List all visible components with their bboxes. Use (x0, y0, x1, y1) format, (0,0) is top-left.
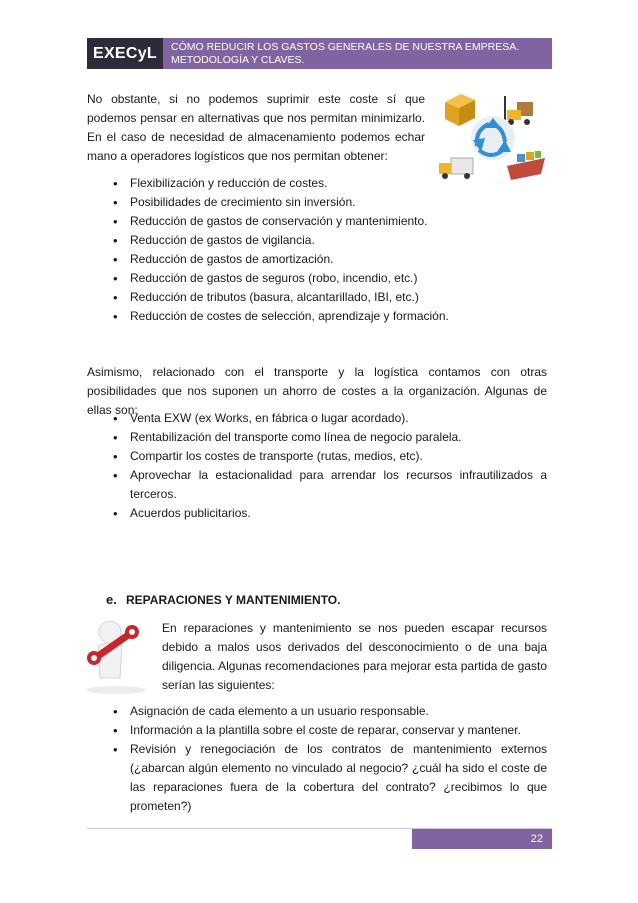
brand-logo: EXECyL (87, 38, 163, 69)
list-item: • Rentabilización del transporte como línea de negocio paralela. (113, 428, 547, 447)
logistics-recycle-illustration (433, 88, 551, 188)
repairs-paragraph: En reparaciones y mantenimiento se nos pueden escapar recursos debido a malos usos derivados del desconocimiento o de una baja diligencia. Algunas recomendaciones para mejorar esta partida de gasto serían las siguientes: (162, 621, 547, 692)
wrench-figure-illustration (80, 612, 152, 694)
storage-benefits-list (113, 174, 453, 326)
list-item: • Revisión y renegociación de los contratos de mantenimiento externos (¿abarcan algún elemento no vinculado al negocio? ¿cuál ha sido el coste de las reparaciones fuera de la cobertura del contrato? ¿recibimos lo que prometen?) (113, 740, 547, 816)
list-item: • Reducción de tributos (basura, alcantarillado, IBI, etc.) (113, 288, 453, 307)
list-item: • Compartir los costes de transporte (rutas, medios, etc). (113, 447, 547, 466)
list-item: • Flexibilización y reducción de costes. (113, 174, 453, 193)
header-title-line-1: CÓMO REDUCIR LOS GASTOS GENERALES DE NUESTRA EMPRESA. (171, 41, 520, 53)
transport-paragraph: Asimismo, relacionado con el transporte y la logística contamos con otras posibilidades que nos suponen un ahorro de costes a la organización. Algunas de ellas son: (87, 365, 547, 417)
list-item: • Asignación de cada elemento a un usuario responsable. (113, 702, 547, 721)
list-item: • Posibilidades de crecimiento sin inversión. (113, 193, 453, 212)
page-number: 22 (412, 829, 552, 849)
list-item: • Reducción de gastos de conservación y mantenimiento. (113, 212, 453, 231)
list-item: • Aprovechar la estacionalidad para arrendar los recursos infrautilizados a terceros. (113, 466, 547, 504)
list-item: • Venta EXW (ex Works, en fábrica o lugar acordado). (113, 409, 547, 428)
header-title (163, 38, 552, 69)
section-letter: e. (106, 592, 117, 607)
forklift-icon (504, 96, 533, 125)
intro-paragraph: No obstante, si no podemos suprimir este coste sí que podemos pensar en alternativas que nos permitan minimizarlo. En el caso de necesidad de almacenamiento podemos echar mano a operadores logísticos que nos permitan obtener: (87, 92, 425, 163)
list-item: • Reducción de gastos de seguros (robo, incendio, etc.) (113, 269, 453, 288)
page-header (87, 38, 552, 69)
repairs-recommendations-list (113, 702, 547, 816)
section-heading (106, 592, 340, 607)
box-icon (445, 94, 475, 126)
header-title-line-2: METODOLOGÍA Y CLAVES. (171, 53, 305, 66)
list-item: • Reducción de gastos de vigilancia. (113, 231, 453, 250)
list-item: • Información a la plantilla sobre el coste de reparar, conservar y mantener. (113, 721, 547, 740)
list-item: • Acuerdos publicitarios. (113, 504, 547, 523)
list-item: • Reducción de gastos de amortización. (113, 250, 453, 269)
section-title: REPARACIONES Y MANTENIMIENTO. (126, 593, 341, 607)
list-item: • Reducción de costes de selección, aprendizaje y formación. (113, 307, 453, 326)
transport-savings-list (113, 409, 547, 523)
ship-icon (507, 151, 545, 180)
recycle-icon (471, 116, 515, 160)
